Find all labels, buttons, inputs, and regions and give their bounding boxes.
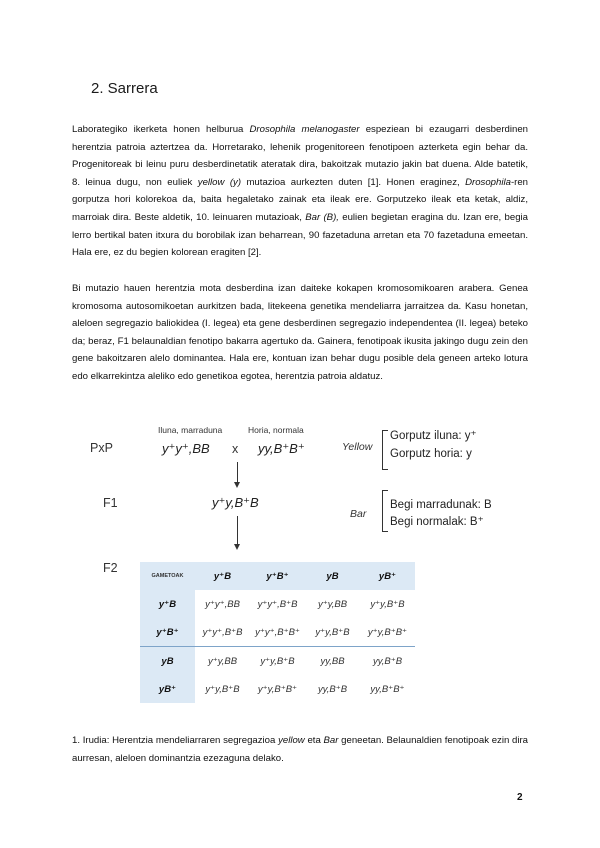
table-row (140, 618, 415, 647)
intro-paragraph-1 (72, 121, 528, 262)
genotype-cell: y⁺y⁺,BB (195, 590, 250, 618)
genotype-cell: y⁺y,B⁺B⁺ (360, 618, 415, 647)
parent2-genotype: yy,B⁺B⁺ (258, 441, 305, 456)
p1-text: Laborategiko ikerketa honen helburua (72, 124, 250, 135)
p1-text: espeziean bi ezaugarri desberdinen herentzia patroia aztertzea da. Horretarako, lehenik progenitoreen fenotipoen azterketa egin behar da. Progenitoreak bi leinu puru desberdinetatik ateratak dira, bakoitzak mutazio jakin bat duena. Alde batetik, 8. leinua dugu, non euliek (72, 124, 529, 188)
genotype-cell: yy,B⁺B⁺ (360, 675, 415, 703)
p1-text: eulien begietan eragina du. Izan ere, begia lerro bertikal baten itxura du borobilak izan beharrean, 90 fazetaduna arretan eta 70 fazetaduna emeetan. Hala ere, ez du begien kolorean eragiten [2]. (72, 211, 528, 259)
yellow-trait-label: Yellow (342, 441, 373, 453)
caption-text: eta (304, 735, 324, 746)
col-header: yB⁺ (360, 562, 415, 590)
genotype-cell: y⁺y⁺,B⁺B (250, 590, 305, 618)
yellow-brace (382, 430, 388, 470)
caption-text: 1. Irudia: Herentzia mendeliarraren segregazioa (72, 735, 279, 746)
arrow-p-to-f1 (237, 462, 238, 482)
p1-genus: Drosophila (465, 176, 511, 188)
genotype-cell: y⁺y,B⁺B⁺ (250, 675, 305, 703)
pxp-label: PxP (90, 441, 113, 455)
p1-text: mutazioa aurkezten duten [1]. Honen eraginez, (241, 176, 466, 188)
table-row (140, 675, 415, 703)
f1-label: F1 (103, 496, 118, 510)
caption-text: geneetan. Belaunaldien fenotipoak ezin dira aurresan, aleloen dominantzia ezezaguna delako. (72, 735, 529, 764)
f2-label: F2 (103, 561, 118, 575)
punnett-square (140, 562, 415, 703)
parent1-genotype: y⁺y⁺,BB (162, 441, 210, 456)
intro-paragraph-2: Bi mutazio hauen herentzia mota desberdina izan daiteke kokapen kromosomikoaren arabera. Genea kromosoma autosomikoetan aurkitzen bada, litekeena genetika mendeliarra jarraitzea da. Kasu honetan, aleloen segregazio baliokidea (I. legea) eta gene desberdinen segregazio independentea (II. legea) beteko da; beraz, F1 belaunaldian fenotipo bakarra agertuko da. Gainera, fenotipoak ikusita jakingo dugu zein den gene bakoitzaren alelo dominantea. Hala ere, kontuan izan behar dugu posible dela geneen arteko lotura edo elkarrekintza aleliko edo genetikoa egotea, herentzia patroia aldatuz. (72, 283, 528, 382)
row-header: yB⁺ (140, 675, 195, 703)
page-number: 2 (517, 792, 523, 803)
p1-yellow-gene: yellow (y) (197, 176, 242, 188)
bar-phenotype-bar: Begi marradunak: B (390, 499, 492, 511)
gametes-corner-label: GAMETOAK (140, 562, 195, 590)
genotype-cell: yy,B⁺B (305, 675, 360, 703)
yellow-phenotype-yellow: Gorputz horia: y (390, 448, 472, 460)
p1-species: Drosophila melanogaster (249, 124, 360, 135)
genotype-cell: y⁺y,B⁺B (305, 618, 360, 647)
row-header: y⁺B (140, 590, 195, 618)
bar-brace (382, 490, 388, 532)
arrow-head-icon (234, 482, 240, 488)
arrow-head-icon (234, 544, 240, 550)
p1-text: -ren gorputza hori kolorekoa da, baita hegaletako zainak eta ileak ere. Gorputzeko ileak eta ketak, aldiz, marroiak dira. Beste aldetik, 10. leinuaren mutazioak, (72, 176, 529, 223)
row-header: y⁺B⁺ (140, 618, 195, 647)
table-row (140, 647, 415, 676)
genotype-cell: y⁺y⁺,B⁺B⁺ (250, 618, 305, 647)
f1-genotype: y⁺y,B⁺B (212, 495, 259, 510)
yellow-phenotype-dark: Gorputz iluna: y⁺ (390, 430, 477, 442)
figure-caption (72, 732, 528, 767)
bar-trait-label: Bar (350, 508, 367, 520)
genotype-cell: y⁺y,B⁺B (250, 647, 305, 676)
genotype-cell: yy,B⁺B (360, 647, 415, 676)
col-header: y⁺B⁺ (250, 562, 305, 590)
section-title: 2. Sarrera (91, 80, 158, 97)
genotype-cell: y⁺y,B⁺B (360, 590, 415, 618)
genotype-cell: yy,BB (305, 647, 360, 676)
table-row (140, 590, 415, 618)
caption-yellow: yellow (278, 735, 305, 746)
genotype-cell: y⁺y⁺,B⁺B (195, 618, 250, 647)
caption-bar: Bar (323, 735, 339, 746)
cross-symbol: x (232, 442, 239, 456)
genotype-cell: y⁺y,B⁺B (195, 675, 250, 703)
parent2-phenotype-label: Horia, normala (248, 425, 304, 435)
bar-phenotype-normal: Begi normalak: B⁺ (390, 516, 484, 528)
col-header: yB (305, 562, 360, 590)
genotype-cell: y⁺y,BB (195, 647, 250, 676)
row-header: yB (140, 647, 195, 676)
parent1-phenotype-label: Iluna, marraduna (158, 425, 223, 435)
genotype-cell: y⁺y,BB (305, 590, 360, 618)
arrow-f1-to-f2 (237, 516, 238, 544)
p1-bar-gene: Bar (B), (305, 211, 339, 223)
col-header: y⁺B (195, 562, 250, 590)
